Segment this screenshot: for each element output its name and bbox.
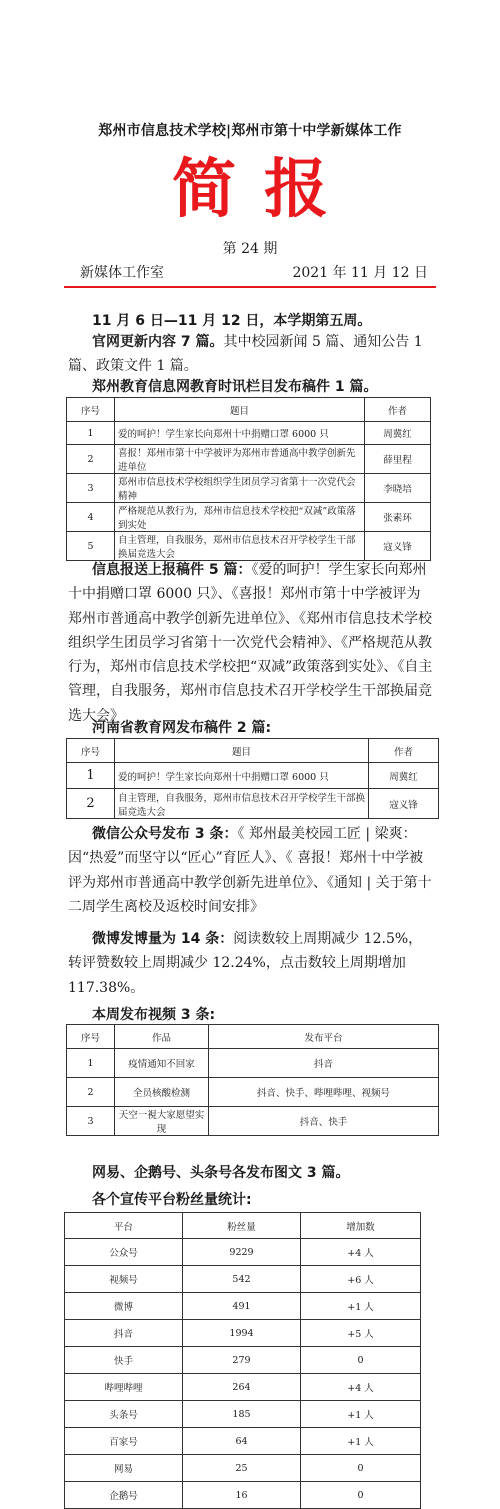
- table-row: [67, 1049, 439, 1078]
- column-header: 作者: [369, 739, 439, 763]
- website-lead: 官网更新内容 7 篇。: [92, 334, 224, 350]
- issue-date: 2021 年 11 月 12 日: [292, 265, 428, 281]
- column-header: 平台: [65, 1213, 183, 1239]
- fan-count: 9229: [183, 1239, 301, 1266]
- column-header: 发布平台: [209, 1025, 439, 1049]
- website-text: 其中校园新闻 5 篇、通知公告 1 篇、政策文件 1 篇。: [68, 334, 423, 375]
- fan-delta: +4 人: [301, 1374, 421, 1401]
- report-paragraph: [68, 558, 434, 728]
- column-header: 序号: [67, 1025, 115, 1049]
- article-author: 寇义锋: [365, 532, 431, 561]
- row-number: 5: [67, 532, 115, 561]
- platform-name: 微博: [65, 1293, 183, 1320]
- videos-table: [66, 1024, 439, 1136]
- column-header: 题目: [115, 398, 365, 422]
- weibo-text: 阅读数较上周期减少 12.5%，转评赞数较上周期减少 12.24%，点击数较上周期增加 117.38%。: [68, 931, 423, 996]
- table-row: [67, 1107, 439, 1136]
- video-platform: 抖音、快手: [209, 1107, 439, 1136]
- red-divider: [64, 286, 436, 288]
- edu-site-table: [66, 397, 431, 561]
- fan-count: 64: [183, 1428, 301, 1455]
- row-number: 3: [67, 474, 115, 503]
- office-name: 新媒体工作室: [80, 265, 164, 281]
- issue-number: 第 24 期: [222, 241, 278, 257]
- table-row: [65, 1347, 421, 1374]
- article-title: 自主管理，自我服务，郑州市信息技术召开学校学生干部换届竞选大会: [115, 789, 369, 819]
- article-title: 严格规范从教行为，郑州市信息技术学校把“双减”政策落到实处: [115, 503, 365, 532]
- video-title: 天空一視大家愿望实现: [115, 1107, 209, 1136]
- fan-delta: +1 人: [301, 1293, 421, 1320]
- table-row: [67, 503, 431, 532]
- platform-name: 头条号: [65, 1401, 183, 1428]
- video-title: 疫情通知不回家: [115, 1049, 209, 1078]
- fans-heading: 各个宣传平台粉丝量统计:: [92, 1192, 252, 1208]
- article-author: 周冀红: [369, 763, 439, 789]
- column-header: 题目: [115, 739, 369, 763]
- wechat-lead: 微信公众号发布 3 条：: [92, 826, 238, 842]
- table-row: [65, 1428, 421, 1455]
- table-row: [67, 1078, 439, 1107]
- fan-count: 25: [183, 1455, 301, 1482]
- article-title: 喜报！郑州市第十中学被评为郑州市普通高中教学创新先进单位: [115, 445, 365, 474]
- fan-count: 491: [183, 1293, 301, 1320]
- column-header: 作者: [365, 398, 431, 422]
- platform-name: 企鹅号: [65, 1482, 183, 1509]
- video-title: 全员核酸检测: [115, 1078, 209, 1107]
- table-row: [67, 532, 431, 561]
- fan-delta: 0: [301, 1347, 421, 1374]
- report-text: 《爱的呵护！学生家长向郑州十中捐赠口罩 6000 只》、《喜报！郑州市第十中学被评为郑州市普通高中教学创新先进单位》、《郑州市信息技术学校组织学生团员学习省第十一次党代会精神》、《严格规范从教行为，郑州市信息技术学校把“双减”政策落到实处》、《自主管理，自我服务，郑州市信息技术召开学校学生干部换届竞选大会》: [68, 562, 433, 724]
- row-number: 2: [67, 789, 115, 819]
- table-header-row: [67, 398, 431, 422]
- platform-name: 抖音: [65, 1320, 183, 1347]
- article-title: 爱的呵护！学生家长向郑州十中捐赠口罩 6000 只: [115, 763, 369, 789]
- column-header: 粉丝量: [183, 1213, 301, 1239]
- intro-line: 11 月 6 日—11 月 12 日，本学期第五周。: [92, 313, 372, 329]
- videos-heading: 本周发布视频 3 条:: [92, 1007, 216, 1023]
- fans-table: [64, 1212, 421, 1509]
- table-row: [65, 1266, 421, 1293]
- platform-name: 网易: [65, 1455, 183, 1482]
- edu-site-heading: 郑州教育信息网教育时讯栏目发布稿件 1 篇。: [92, 379, 378, 395]
- table-header-row: [65, 1213, 421, 1239]
- fan-delta: 0: [301, 1455, 421, 1482]
- table-row: [67, 789, 439, 819]
- fan-count: 542: [183, 1266, 301, 1293]
- table-row: [67, 422, 431, 445]
- platform-name: 视频号: [65, 1266, 183, 1293]
- table-header-row: [67, 1025, 439, 1049]
- fan-delta: +1 人: [301, 1401, 421, 1428]
- fan-count: 1994: [183, 1320, 301, 1347]
- video-platform: 抖音: [209, 1049, 439, 1078]
- platform-name: 哔哩哔哩: [65, 1374, 183, 1401]
- table-row: [65, 1455, 421, 1482]
- table-row: [65, 1320, 421, 1347]
- wechat-paragraph: [68, 822, 434, 919]
- table-row: [67, 445, 431, 474]
- article-author: 李晓培: [365, 474, 431, 503]
- table-row: [65, 1482, 421, 1509]
- fan-delta: +5 人: [301, 1320, 421, 1347]
- row-number: 1: [67, 422, 115, 445]
- article-author: 张素环: [365, 503, 431, 532]
- report-lead: 信息报送上报稿件 5 篇：: [92, 562, 252, 578]
- articles-line: 网易、企鹅号、头条号各发布图文 3 篇。: [92, 1165, 350, 1181]
- fan-count: 279: [183, 1347, 301, 1374]
- row-number: 1: [67, 1049, 115, 1078]
- article-author: 寇义锋: [369, 789, 439, 819]
- article-title: 郑州市信息技术学校组织学生团员学习省第十一次党代会精神: [115, 474, 365, 503]
- column-header: 序号: [67, 739, 115, 763]
- fan-delta: +1 人: [301, 1428, 421, 1455]
- table-row: [65, 1239, 421, 1266]
- fan-count: 185: [183, 1401, 301, 1428]
- organization-line: 郑州市信息技术学校|郑州市第十中学新媒体工作: [98, 123, 402, 139]
- weibo-paragraph: [68, 927, 434, 1000]
- column-header: 作品: [115, 1025, 209, 1049]
- fan-count: 264: [183, 1374, 301, 1401]
- website-paragraph: [68, 330, 434, 379]
- platform-name: 百家号: [65, 1428, 183, 1455]
- row-number: 1: [67, 763, 115, 789]
- row-number: 2: [67, 445, 115, 474]
- article-author: 薛里程: [365, 445, 431, 474]
- table-row: [67, 474, 431, 503]
- article-author: 周冀红: [365, 422, 431, 445]
- fan-delta: +4 人: [301, 1239, 421, 1266]
- column-header: 序号: [67, 398, 115, 422]
- table-row: [65, 1374, 421, 1401]
- article-title: 自主管理，自我服务，郑州市信息技术召开学校学生干部换届竞选大会: [115, 532, 365, 561]
- henan-heading: 河南省教育网发布稿件 2 篇:: [92, 720, 272, 736]
- fan-count: 16: [183, 1482, 301, 1509]
- table-row: [65, 1293, 421, 1320]
- fan-delta: +6 人: [301, 1266, 421, 1293]
- henan-table: [66, 738, 439, 819]
- weibo-lead: 微博发博量为 14 条：: [92, 931, 234, 947]
- table-row: [65, 1401, 421, 1428]
- bulletin-title: 简报: [172, 152, 356, 227]
- column-header: 增加数: [301, 1213, 421, 1239]
- row-number: 2: [67, 1078, 115, 1107]
- video-platform: 抖音、快手、哔哩哔哩、视频号: [209, 1078, 439, 1107]
- row-number: 3: [67, 1107, 115, 1136]
- platform-name: 快手: [65, 1347, 183, 1374]
- table-row: [67, 763, 439, 789]
- table-header-row: [67, 739, 439, 763]
- article-title: 爱的呵护！学生家长向郑州十中捐赠口罩 6000 只: [115, 422, 365, 445]
- wechat-text: 《 郑州最美校园工匠 | 梁爽：因“热爱”而坚守以“匠心”育匠人》、《 喜报！郑州十中学被评为郑州市普通高中教学创新先进单位》、《通知 | 关于第十二周学生离校及返校时间安排》: [68, 826, 432, 915]
- fan-delta: 0: [301, 1482, 421, 1509]
- row-number: 4: [67, 503, 115, 532]
- platform-name: 公众号: [65, 1239, 183, 1266]
